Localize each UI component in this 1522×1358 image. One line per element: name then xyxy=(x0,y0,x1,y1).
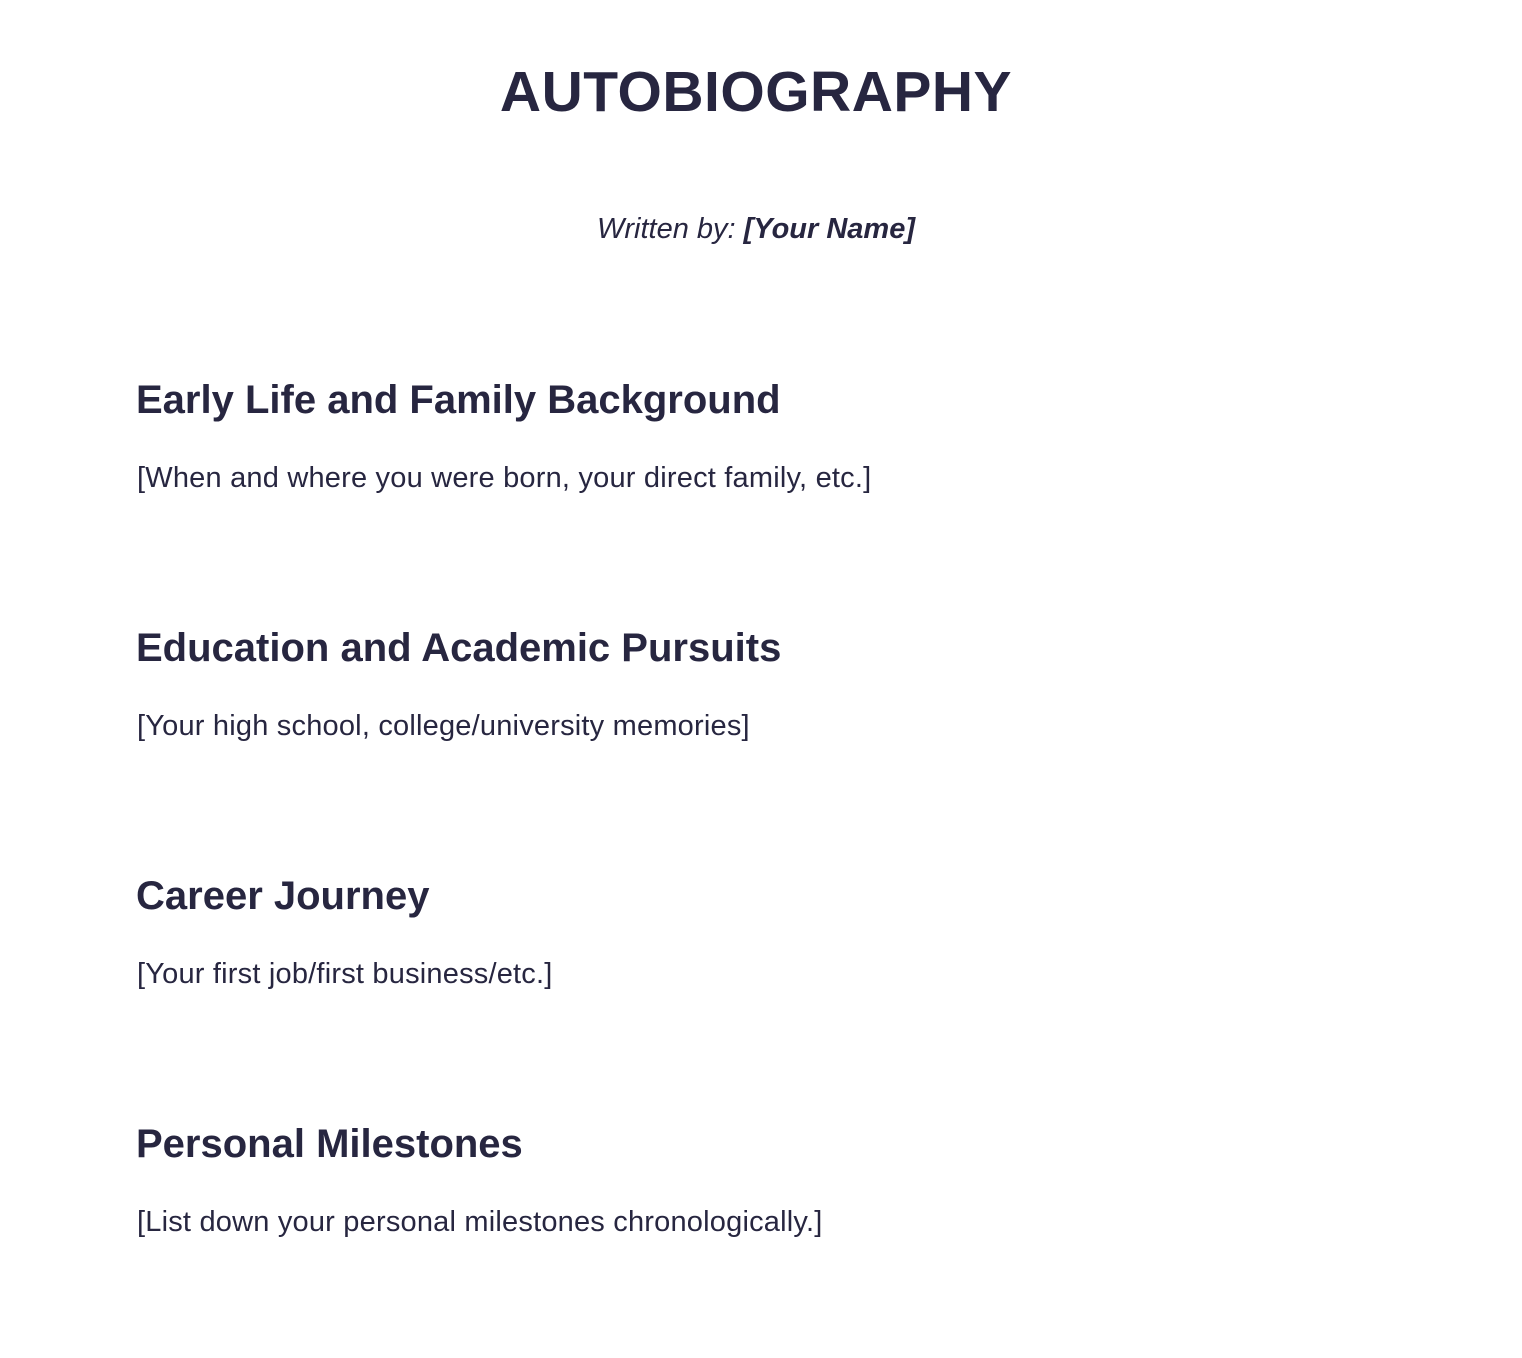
section-body-placeholder[interactable]: [List down your personal milestones chronologically.] xyxy=(137,1206,823,1238)
page-title: AUTOBIOGRAPHY xyxy=(499,60,1013,124)
section-heading: Early Life and Family Background xyxy=(136,378,781,422)
section-body-placeholder[interactable]: [When and where you were born, your direct family, etc.] xyxy=(137,462,872,494)
section-early-life xyxy=(136,376,1386,494)
section-heading: Personal Milestones xyxy=(136,1122,523,1166)
section-body-placeholder[interactable]: [Your first job/first business/etc.] xyxy=(137,958,553,990)
author-prefix: Written by: xyxy=(597,213,736,245)
author-name-placeholder[interactable]: [Your Name] xyxy=(743,213,915,245)
section-heading: Career Journey xyxy=(136,874,430,918)
section-body-placeholder[interactable]: [Your high school, college/university memories] xyxy=(137,710,750,742)
author-line xyxy=(0,210,1512,248)
section-heading: Education and Academic Pursuits xyxy=(136,626,782,670)
section-personal-milestones xyxy=(136,1120,1386,1238)
section-career xyxy=(136,872,1386,990)
section-education xyxy=(136,624,1386,742)
